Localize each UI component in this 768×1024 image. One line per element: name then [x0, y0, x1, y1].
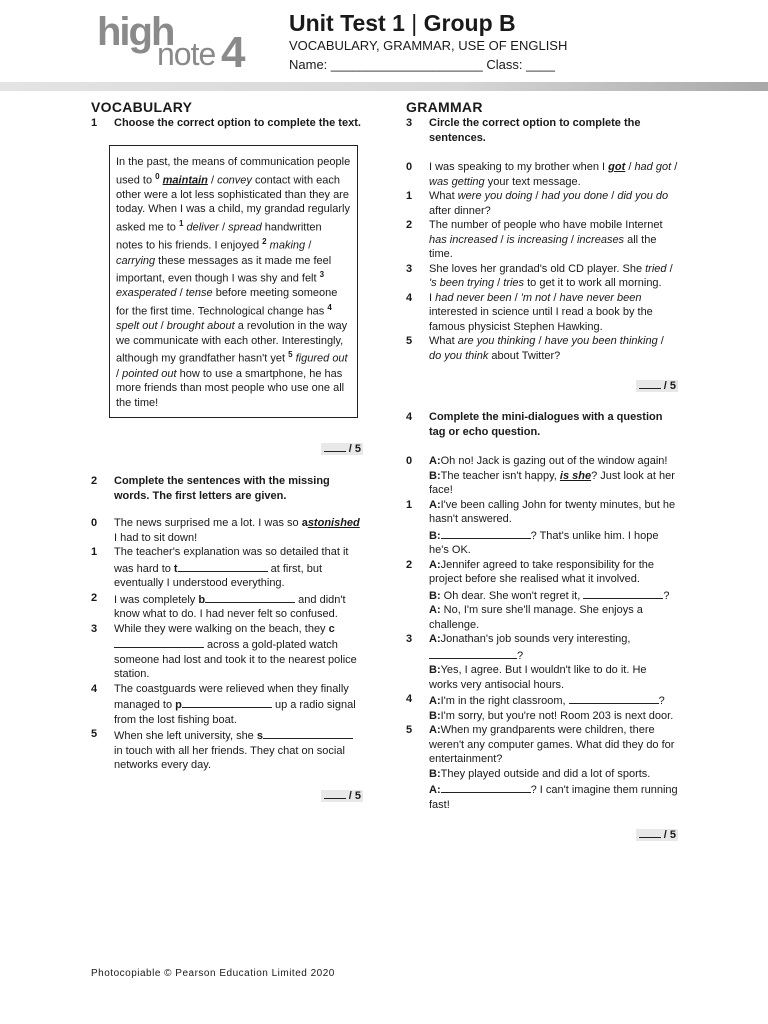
title-unit: Unit Test 1 — [289, 10, 405, 36]
ex1-option: making — [269, 239, 306, 252]
score-total: / 5 — [663, 829, 676, 841]
item-option[interactable]: have never been — [559, 291, 642, 304]
logo-level: 4 — [221, 28, 246, 77]
ex1-option: convey — [217, 174, 252, 187]
ex2-item-5 — [91, 727, 363, 773]
item-option[interactable]: increases — [576, 233, 625, 246]
speaker-a: A: — [429, 724, 441, 736]
option-slash: / — [511, 291, 521, 304]
ex4-item-4 — [406, 692, 678, 723]
item-number: 4 — [406, 291, 413, 304]
item-first-letter: b — [198, 593, 206, 606]
ex1-text-part: In the past, the means of communication people used to — [116, 156, 351, 187]
item-number: 5 — [406, 724, 413, 736]
ex1-option: deliver — [186, 221, 219, 234]
item-text: She loves her grandad's old CD player. She — [429, 262, 646, 275]
item-option[interactable]: did you do — [617, 190, 669, 202]
dialogue-line: Jonathan's job sounds very interesting, — [440, 633, 631, 645]
item-number: 2 — [91, 591, 98, 604]
ex1-option: figured out — [295, 353, 348, 366]
ex3-item-3 — [406, 262, 678, 291]
speaker-a: A: — [429, 784, 441, 796]
item-text: While they were walking on the beach, they — [114, 622, 329, 635]
item-first-letter: c — [328, 622, 335, 635]
ex2-number: 2 — [91, 475, 98, 488]
item-option[interactable]: are you thinking — [457, 335, 536, 347]
item-text: in touch with all her friends. They chat on social networks every day. — [114, 744, 345, 772]
ex1-option: brought about — [166, 320, 235, 333]
item-text: What — [429, 190, 458, 202]
ex1-number: 1 — [91, 117, 98, 129]
ex2-item-2 — [91, 591, 363, 622]
speaker-b: B: — [429, 709, 441, 722]
answer-gap[interactable] — [583, 587, 663, 599]
ex3-item-1 — [406, 189, 678, 218]
option-slash: / — [494, 277, 504, 289]
option-slash: / — [116, 367, 123, 380]
option-slash: / — [625, 161, 635, 173]
item-first-letter: t — [173, 562, 178, 575]
option-slash: / — [218, 221, 229, 234]
ex3-item-5 — [406, 334, 678, 363]
ex1-score — [91, 440, 363, 456]
ex1-gap-number: 1 — [178, 219, 184, 229]
dialogue-line: ? — [517, 649, 524, 662]
vocabulary-heading: VOCABULARY — [91, 99, 193, 115]
speaker-b: B: — [429, 529, 441, 542]
ex3-number: 3 — [406, 117, 413, 129]
ex2-item-0 — [91, 516, 363, 545]
answer-gap[interactable] — [569, 692, 659, 704]
ex4-item-0 — [406, 454, 678, 498]
item-option-circled: got — [608, 161, 626, 173]
page-title — [289, 9, 516, 37]
dialogue-line: I'm in the right classroom, — [440, 695, 569, 707]
ex2-item-4 — [91, 682, 363, 728]
ex4-instruction-text: Complete the mini-dialogues with a question tag or echo question. — [429, 411, 663, 438]
item-example-answer: stonished — [307, 517, 360, 530]
option-slash: / — [671, 161, 678, 173]
ex4-item-1 — [406, 498, 678, 558]
item-number: 3 — [91, 622, 98, 635]
speaker-a: A: — [429, 633, 441, 645]
speaker-a: A: — [429, 498, 441, 511]
ex3-instruction-text: Circle the correct option to complete the sentences. — [429, 117, 641, 144]
ex2-items — [91, 516, 363, 773]
page-subtitle: VOCABULARY, GRAMMAR, USE OF ENGLISH — [289, 38, 568, 53]
item-option: was getting — [429, 175, 485, 188]
speaker-a: A: — [429, 558, 441, 571]
option-slash: / — [305, 239, 312, 252]
item-number: 3 — [406, 633, 413, 645]
item-text: I had to sit down! — [114, 531, 198, 544]
item-number: 3 — [406, 262, 413, 275]
ex1-instruction-text: Choose the correct option to complete the text. — [114, 117, 361, 129]
ex2-instruction — [91, 474, 363, 504]
ex1-option: maintain — [162, 174, 208, 187]
option-slash: / — [666, 262, 673, 275]
item-text: I — [429, 291, 436, 304]
item-text: and didn't know what to do. I had never felt so confused. — [114, 593, 346, 621]
dialogue-line: Oh dear. She won't regret it, — [443, 589, 584, 602]
footer-copyright: Photocopiable © Pearson Education Limited 2020 — [91, 968, 335, 979]
dialogue-line: Jennifer agreed to take responsibility for the project before she realised what it involved. — [429, 558, 655, 585]
item-number: 5 — [406, 335, 413, 347]
answer-gap[interactable] — [441, 527, 531, 539]
dialogue-line: ? — [663, 589, 670, 602]
item-option[interactable]: do you think — [429, 349, 489, 362]
ex1-text-part: handwritten notes to his friends. I enjoyed — [116, 221, 322, 252]
ex1-gap-number: 4 — [327, 302, 332, 312]
ex4-score — [406, 826, 678, 842]
dialogue-line: Yes, I agree. But I wouldn't like to do it. He works very antisocial hours. — [429, 664, 647, 691]
option-slash: / — [532, 190, 542, 202]
option-slash: / — [608, 190, 618, 202]
title-group: Group B — [423, 10, 516, 36]
option-slash: / — [657, 335, 664, 347]
ex2-instruction-text: Complete the sentences with the missing words. The first letters are given. — [114, 475, 330, 503]
ex3-item-2 — [406, 218, 678, 262]
ex1-option: pointed out — [122, 367, 177, 380]
item-number: 2 — [406, 558, 413, 571]
answer-gap[interactable] — [429, 647, 517, 659]
dialogue-line: They played outside and did a lot of sports. — [440, 767, 651, 780]
ex1-gap-number: 0 — [155, 171, 160, 181]
ex1-option: spelt out — [116, 320, 158, 333]
option-slash: / — [535, 335, 545, 347]
answer-gap[interactable] — [205, 591, 295, 603]
item-number: 0 — [91, 517, 98, 530]
dialogue-line: When my grandparents were children, there weren't any computer games. What did they do for entertainment? — [429, 724, 675, 765]
ex1-gap-number: 3 — [319, 270, 325, 280]
ex3-instruction — [406, 116, 678, 146]
vocabulary-column — [91, 99, 363, 803]
dialogue-line: I've been calling John for twenty minutes, but he hasn't answered. — [429, 498, 676, 525]
item-option[interactable]: have you been thinking — [544, 335, 658, 347]
ex4-number: 4 — [406, 411, 413, 423]
item-option[interactable]: had never been — [435, 291, 512, 304]
item-option[interactable]: 'm not — [520, 291, 551, 304]
score-blank — [324, 787, 346, 799]
answer-gap[interactable] — [441, 781, 531, 793]
ex1-option: spread — [228, 221, 262, 234]
item-example-answer: is she — [559, 469, 592, 482]
item-option[interactable]: tries — [503, 277, 525, 289]
ex4-item-5 — [406, 723, 678, 812]
option-slash: / — [207, 174, 218, 187]
ex2-score — [91, 787, 363, 803]
item-number: 5 — [91, 728, 98, 741]
option-slash: / — [497, 233, 507, 246]
logo-note: note — [157, 36, 216, 72]
ex1-instruction — [91, 116, 363, 131]
item-text: The number of people who have mobile Internet — [429, 219, 663, 231]
item-text: up a radio signal from the lost fishing boat. — [114, 699, 356, 726]
item-text: after dinner? — [429, 204, 491, 217]
item-number: 4 — [91, 682, 98, 695]
ex1-option: carrying — [116, 254, 156, 267]
speaker-b: B: — [429, 469, 441, 482]
header-bar — [0, 82, 768, 91]
item-option[interactable]: 's been trying — [429, 277, 495, 289]
item-text: interested in science until I read a book by the famous physicist Stephen Hawking. — [429, 306, 653, 333]
ex3-item-0 — [406, 160, 678, 189]
item-number: 2 — [406, 219, 413, 231]
item-number: 0 — [406, 455, 413, 467]
ex4-items — [406, 454, 678, 812]
ex1-text-part: how to use a smartphone, he has more friends than most people who use one all the time! — [116, 367, 345, 409]
answer-gap[interactable] — [114, 636, 204, 648]
item-first-letter: s — [256, 730, 263, 743]
ex3-score — [406, 377, 678, 393]
item-text: about Twitter? — [488, 349, 561, 362]
grammar-column — [406, 99, 678, 842]
item-text: across a gold-plated watch someone had lost and took it to the nearest police station. — [114, 639, 357, 681]
item-text: your text message. — [484, 175, 581, 188]
item-number: 0 — [406, 161, 413, 173]
item-text: When she left university, she — [114, 730, 257, 743]
speaker-b: B: — [429, 767, 441, 780]
item-text: What — [429, 335, 458, 347]
dialogue-line: Oh no! Jack is gazing out of the window again! — [440, 455, 668, 467]
score-blank — [639, 377, 661, 389]
item-text: The coastguards were relieved when they finally managed to — [114, 682, 349, 712]
ex4-item-2 — [406, 558, 678, 633]
ex1-option: tense — [185, 287, 213, 300]
item-number: 1 — [91, 546, 98, 559]
ex1-option: exasperated — [116, 287, 177, 300]
item-first-letter: p — [175, 699, 182, 712]
dialogue-line: ? — [658, 695, 665, 707]
name-class-line: Name: _____________________ Class: ____ — [289, 57, 555, 72]
dialogue-line: I'm sorry, but you're not! Room 203 is next door. — [440, 709, 674, 722]
score-total: / 5 — [348, 789, 361, 802]
ex1-gap-number: 5 — [288, 350, 293, 360]
ex1-text-part: contact with each other were a lot less sophisticated than they are today. When I was a child, my grandad regularly asked me to — [116, 174, 350, 234]
speaker-a: A: — [429, 604, 441, 616]
item-option[interactable]: tried — [645, 262, 667, 275]
option-slash: / — [567, 233, 577, 246]
item-option[interactable]: has increased — [429, 233, 498, 246]
speaker-b: B: — [429, 664, 441, 676]
option-slash: / — [550, 291, 560, 304]
item-text: at first, but eventually I understood everything. — [114, 562, 323, 590]
answer-gap[interactable] — [178, 560, 268, 572]
dialogue-line: No, I'm sure she'll manage. She enjoys a challenge. — [429, 604, 643, 631]
answer-gap[interactable] — [263, 727, 353, 739]
grammar-heading: GRAMMAR — [406, 99, 483, 115]
score-blank — [639, 826, 661, 838]
option-slash: / — [157, 320, 167, 333]
item-option[interactable]: is increasing — [506, 233, 568, 246]
ex2-item-3 — [91, 622, 363, 682]
ex1-text-part: these messages as it made me feel important, even though I was shy and felt — [116, 254, 332, 285]
title-separator: | — [411, 10, 418, 36]
score-blank — [324, 440, 346, 452]
ex3-item-4 — [406, 291, 678, 335]
dialogue-line: ? Just look at her face! — [429, 469, 675, 496]
item-number: 4 — [406, 693, 413, 705]
ex1-text-box — [109, 145, 358, 418]
speaker-a: A: — [429, 455, 441, 467]
item-number: 1 — [406, 190, 413, 202]
ex1-text-part: before meeting someone for the first time. Technological change has — [116, 287, 338, 318]
item-first-letter: a — [301, 517, 308, 530]
item-text: to get it to work all morning. — [524, 277, 662, 289]
item-text: all the time. — [429, 233, 657, 260]
item-option[interactable]: were you doing — [457, 190, 533, 202]
speaker-a: A: — [429, 695, 441, 707]
ex2-item-1 — [91, 545, 363, 591]
answer-gap[interactable] — [182, 696, 272, 708]
option-slash: / — [176, 287, 186, 300]
item-number: 1 — [406, 498, 413, 511]
ex1-gap-number: 2 — [262, 237, 267, 247]
ex4-item-3 — [406, 632, 678, 692]
speaker-b: B: — [429, 589, 441, 602]
item-text: The teacher's explanation was so detailed that it was hard to — [114, 546, 349, 575]
dialogue-line: ? That's unlike him. I hope he's OK. — [429, 529, 659, 556]
item-option: had got — [634, 161, 672, 173]
dialogue-line: The teacher isn't happy, — [440, 469, 560, 482]
ex1-text-part: a revolution in the way we communicate with each other. Interestingly, although my grandfather hasn't yet — [116, 320, 348, 366]
item-text: I was completely — [114, 593, 199, 606]
dialogue-line: ? I can't imagine them running fast! — [429, 784, 678, 811]
score-total: / 5 — [348, 443, 361, 456]
item-text: The news surprised me a lot. I was so — [114, 517, 302, 530]
logo-high: high — [97, 10, 174, 54]
item-option[interactable]: had you done — [541, 190, 609, 202]
score-total: / 5 — [663, 380, 676, 392]
ex3-items — [406, 160, 678, 363]
ex4-instruction — [406, 410, 678, 440]
item-text: I was speaking to my brother when I — [429, 161, 609, 173]
